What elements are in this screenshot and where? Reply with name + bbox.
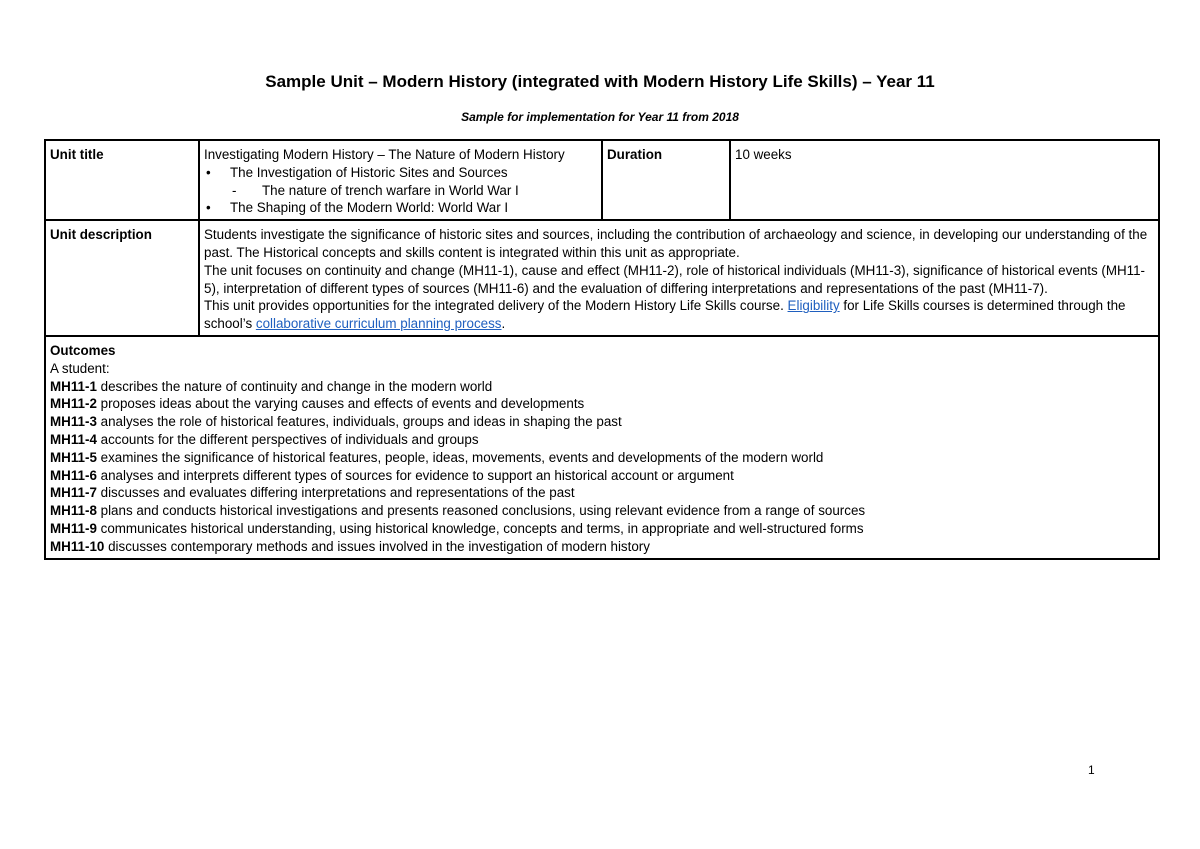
- outcomes-cell: [45, 336, 1159, 559]
- bullet-icon: •: [206, 200, 211, 216]
- curriculum-planning-link[interactable]: collaborative curriculum planning process: [255, 316, 502, 332]
- bullet-icon: •: [206, 164, 211, 180]
- unit-description-label: Unit description: [50, 227, 152, 243]
- topic-item: [204, 199, 597, 217]
- outcome-text: describes the nature of continuity and change in the modern world: [100, 378, 493, 394]
- unit-description-cell: [199, 220, 1159, 336]
- outcome-item: [50, 431, 1154, 449]
- outcome-item: [50, 395, 1154, 413]
- unit-description-row: [45, 220, 1159, 336]
- outcome-item: [50, 484, 1154, 502]
- outcome-text: communicates historical understanding, using historical knowledge, concepts and terms, in appropriate and well-structured forms: [100, 520, 864, 536]
- outcome-code: MH11-5: [50, 449, 97, 465]
- document-title: Sample Unit – Modern History (integrated with Modern History Life Skills) – Year 11: [265, 72, 935, 91]
- unit-description-label-cell: [45, 220, 199, 336]
- outcome-text: discusses and evaluates differing interpretations and representations of the past: [100, 485, 575, 501]
- outcome-item: [50, 520, 1154, 538]
- subtopic-text: The nature of trench warfare in World War I: [262, 182, 519, 198]
- unit-title-text: Investigating Modern History – The Nature of Modern History: [204, 147, 565, 162]
- description-p3-start: This unit provides opportunities for the integrated delivery of the Modern History Life Skills course.: [204, 298, 784, 314]
- unit-title-label-cell: [45, 140, 199, 220]
- outcome-text: accounts for the different perspectives of individuals and groups: [100, 431, 479, 447]
- topic-item: [204, 164, 597, 200]
- document-subtitle: Sample for implementation for Year 11 from 2018: [461, 110, 739, 124]
- outcome-text: analyses the role of historical features, individuals, groups and ideas in shaping the past: [100, 414, 622, 430]
- outcome-item: [50, 467, 1154, 485]
- outcome-code: MH11-4: [50, 431, 97, 447]
- unit-title-cell: [199, 140, 602, 220]
- outcome-text: proposes ideas about the varying causes and effects of events and developments: [100, 396, 585, 412]
- outcome-code: MH11-9: [50, 520, 97, 536]
- dash-icon: -: [232, 182, 237, 198]
- outcomes-intro: A student:: [50, 360, 110, 376]
- outcome-item: [50, 502, 1154, 520]
- subtopic-item: [204, 182, 597, 200]
- duration-label: Duration: [607, 147, 663, 162]
- outcome-text: analyses and interprets different types of sources for evidence to support an historical account or argument: [100, 467, 734, 483]
- duration-value-cell: [730, 140, 1159, 220]
- outcome-code: MH11-8: [50, 503, 97, 519]
- description-paragraph-1: Students investigate the significance of historic sites and sources, including the contribution of archaeology and science, in developing our understanding of the past. The Historical concepts and skills content is integrated within this unit as appropriate.: [204, 227, 1148, 260]
- outcome-code: MH11-1: [50, 378, 97, 394]
- duration-value: 10 weeks: [735, 147, 792, 162]
- outcome-code: MH11-10: [50, 538, 105, 554]
- duration-label-cell: [602, 140, 730, 220]
- subtopic-list: [230, 182, 597, 200]
- outcome-item: [50, 449, 1154, 467]
- description-paragraph-3: [204, 297, 1154, 333]
- unit-title-row: [45, 140, 1159, 220]
- outcome-code: MH11-2: [50, 396, 97, 412]
- description-p3-end: .: [501, 316, 506, 332]
- topic-list: [204, 164, 597, 217]
- page-number: 1: [1088, 763, 1095, 777]
- outcome-item: [50, 413, 1154, 431]
- description-paragraph-2: The unit focuses on continuity and change (MH11-1), cause and effect (MH11-2), role of historical individuals (MH11-3), significance of historical events (MH11-5), interpretation of different types of sources (MH11-6) and the evaluation of differing interpretations and representations of the past (MH11-7).: [204, 262, 1145, 296]
- outcome-text: examines the significance of historical features, people, ideas, movements, events and developments of the modern world: [100, 449, 824, 465]
- outcomes-label: Outcomes: [50, 342, 116, 358]
- outcome-text: plans and conducts historical investigations and presents reasoned conclusions, using relevant evidence from a range of sources: [100, 503, 866, 519]
- outcomes-row: [45, 336, 1159, 559]
- outcome-text: discusses contemporary methods and issues involved in the investigation of modern history: [108, 538, 650, 554]
- eligibility-link[interactable]: Eligibility: [787, 298, 840, 314]
- unit-table: [44, 139, 1160, 560]
- topic-text: The Shaping of the Modern World: World War I: [230, 200, 509, 216]
- outcome-item: [50, 538, 1154, 556]
- outcome-code: MH11-6: [50, 467, 97, 483]
- topic-text: The Investigation of Historic Sites and Sources: [230, 164, 508, 180]
- unit-title-label: Unit title: [50, 147, 104, 162]
- outcome-item: [50, 378, 1154, 396]
- outcome-code: MH11-7: [50, 485, 97, 501]
- outcome-code: MH11-3: [50, 414, 97, 430]
- description-p3-middle: for Life Skills courses is determined through the school’s: [204, 298, 1126, 332]
